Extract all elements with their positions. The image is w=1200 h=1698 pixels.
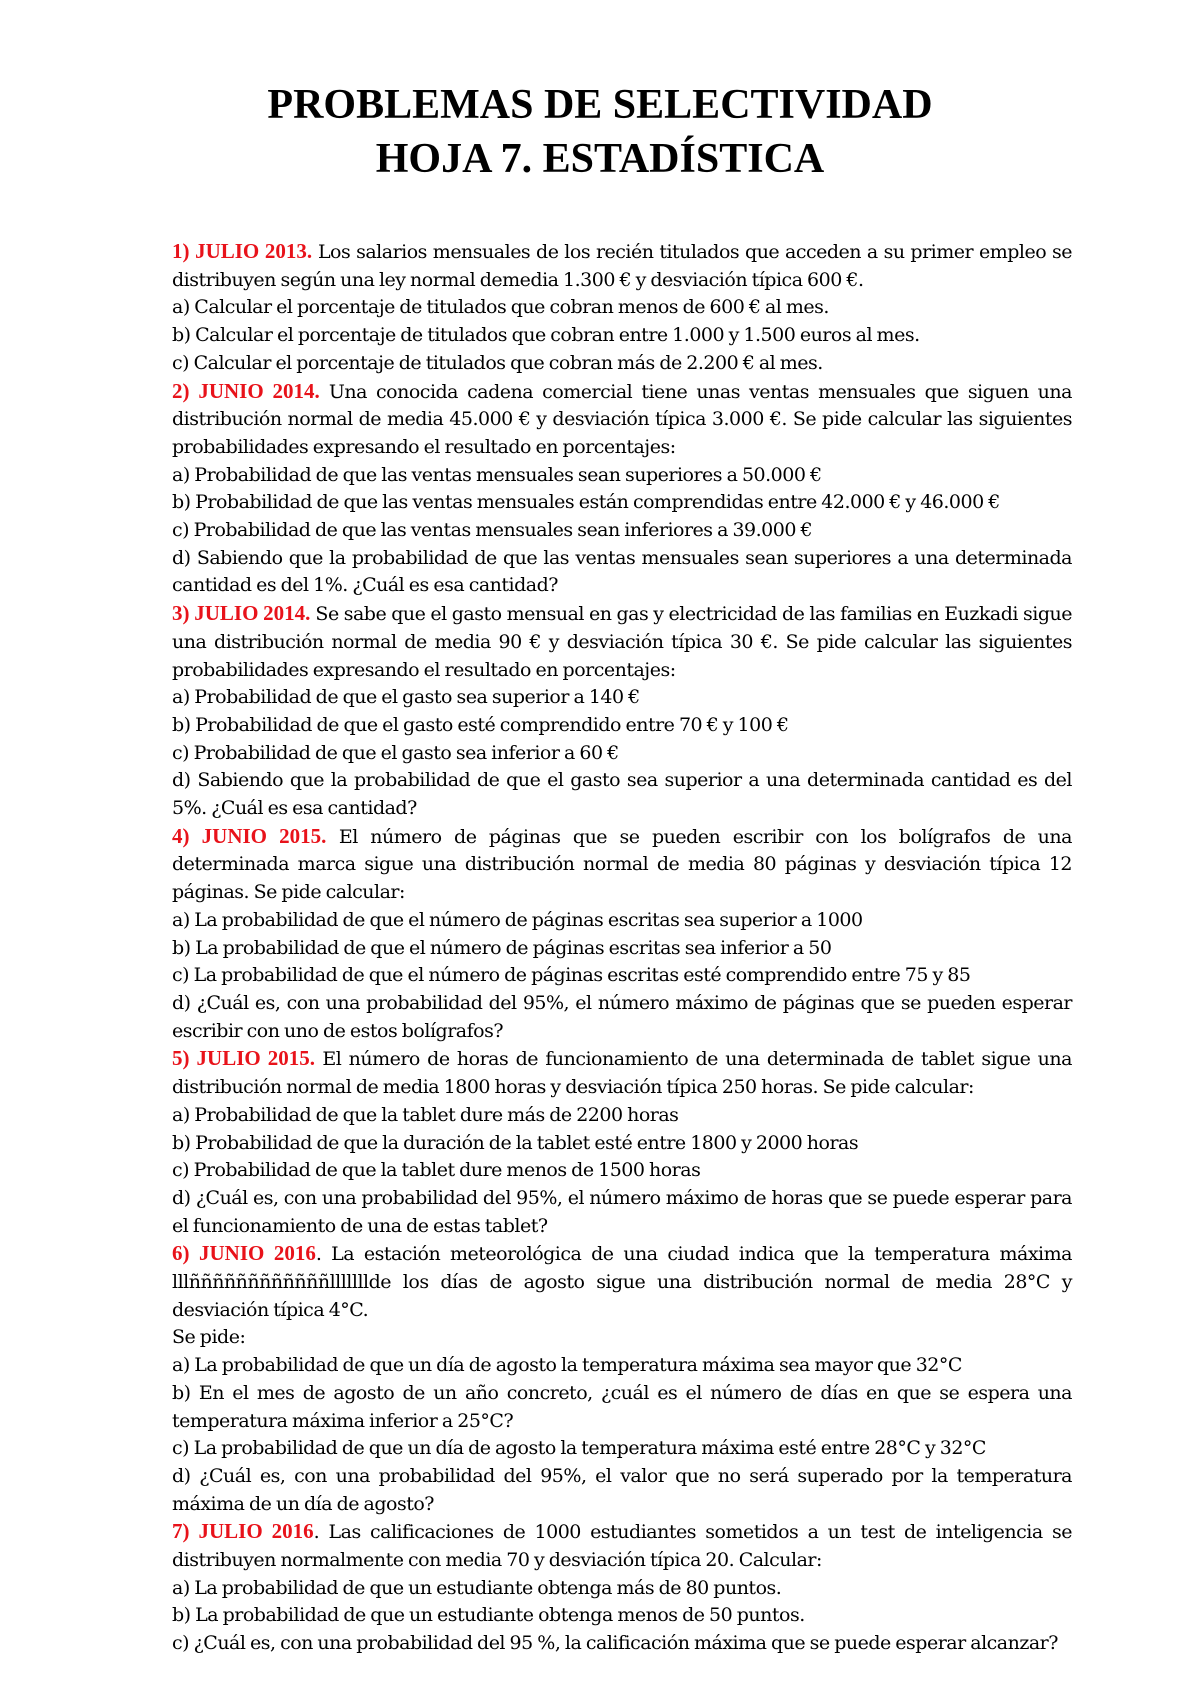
title-line-1: PROBLEMAS DE SELECTIVIDAD — [267, 82, 933, 128]
problem-item: c) Calcular el porcentaje de titulados que cobran más de 2.200 € al mes. — [172, 351, 823, 374]
problem-item: c) La probabilidad de que un día de agosto la temperatura máxima esté entre 28°C y 32°C — [172, 1437, 986, 1460]
problem-label: 6) JUNIO 2016 — [172, 1241, 316, 1266]
problem-item: c) ¿Cuál es, con una probabilidad del 95 %, la calificación máxima que se puede esperar alcanzar? — [172, 1632, 1058, 1655]
problem-statement — [172, 1045, 1072, 1101]
problem-item: b) Probabilidad de que el gasto esté comprendido entre 70 € y 100 € — [172, 713, 789, 736]
problem-item: d) ¿Cuál es, con una probabilidad del 95%, el número máximo de horas que se puede esperar para el funcionamiento de una de estas tablet? — [172, 1186, 1072, 1237]
problem-statement — [172, 238, 1072, 294]
problem-label: 7) JULIO 2016 — [172, 1519, 314, 1544]
problem-item: c) La probabilidad de que el número de páginas escritas esté comprendido entre 75 y 85 — [172, 964, 971, 987]
problem-intro-text: El número de horas de funcionamiento de una determinada de tablet sigue una distribución normal de media 1800 horas y desviación típica 250 horas. Se pide calcular: — [172, 1048, 1072, 1099]
problem-statement — [172, 600, 1072, 684]
problem-item: c) Probabilidad de que las ventas mensuales sean inferiores a 39.000 € — [172, 519, 813, 542]
problem-item: a) La probabilidad de que un día de agosto la temperatura máxima sea mayor que 32°C — [172, 1354, 962, 1377]
problem-6 — [172, 1240, 1072, 1518]
problem-item: d) Sabiendo que la probabilidad de que las ventas mensuales sean superiores a una determinada cantidad es del 1%. ¿Cuál es esa cantidad? — [172, 546, 1072, 597]
problem-item: a) La probabilidad de que el número de páginas escritas sea superior a 1000 — [172, 908, 863, 931]
problem-5 — [172, 1045, 1072, 1240]
problem-item: b) Probabilidad de que las ventas mensuales están comprendidas entre 42.000 € y 46.000 € — [172, 491, 1000, 514]
problem-item: a) Probabilidad de que las ventas mensuales sean superiores a 50.000 € — [172, 463, 822, 486]
problem-3 — [172, 600, 1072, 823]
problem-label: 4) JUNIO 2015. — [172, 823, 327, 848]
problem-item: a) Probabilidad de que el gasto sea superior a 140 € — [172, 686, 640, 709]
problem-item: d) Sabiendo que la probabilidad de que el gasto sea superior a una determinada cantidad es del 5%. ¿Cuál es esa cantidad? — [172, 769, 1072, 820]
problem-statement — [172, 378, 1072, 462]
problem-item: d) ¿Cuál es, con una probabilidad del 95%, el número máximo de páginas que se pueden esperar escribir con uno de estos bolígrafos? — [172, 991, 1072, 1042]
problem-item: Se pide: — [172, 1326, 246, 1349]
problem-item: a) La probabilidad de que un estudiante obtenga más de 80 puntos. — [172, 1576, 782, 1599]
problem-item: b) La probabilidad de que el número de páginas escritas sea inferior a 50 — [172, 936, 832, 959]
problem-1 — [172, 238, 1072, 378]
problem-label: 2) JUNIO 2014. — [172, 378, 320, 403]
problem-label: 3) JULIO 2014. — [172, 601, 311, 626]
problem-statement — [172, 1240, 1072, 1324]
title-line-2: HOJA 7. ESTADÍSTICA — [375, 136, 825, 182]
problem-list — [172, 238, 1072, 1658]
problem-statement — [172, 1518, 1072, 1574]
problem-item: b) La probabilidad de que un estudiante obtenga menos de 50 puntos. — [172, 1604, 805, 1627]
problem-item: a) Calcular el porcentaje de titulados que cobran menos de 600 € al mes. — [172, 296, 829, 319]
problem-label: 5) JULIO 2015. — [172, 1046, 315, 1071]
problem-intro-text: . Las calificaciones de 1000 estudiantes sometidos a un test de inteligencia se distribuyen normalmente con media 70 y desviación típica 20. Calcular: — [172, 1521, 1072, 1572]
problem-label: 1) JULIO 2013. — [172, 239, 313, 263]
problem-item: b) En el mes de agosto de un año concreto, ¿cuál es el número de días en que se espera una temperatura máxima inferior a 25°C? — [172, 1381, 1072, 1432]
problem-statement — [172, 823, 1072, 907]
problem-item: b) Probabilidad de que la duración de la tablet esté entre 1800 y 2000 horas — [172, 1131, 859, 1154]
problem-item: c) Probabilidad de que la tablet dure menos de 1500 horas — [172, 1159, 701, 1182]
page-title — [0, 78, 1200, 186]
problem-item: d) ¿Cuál es, con una probabilidad del 95%, el valor que no será superado por la temperatura máxima de un día de agosto? — [172, 1464, 1072, 1515]
problem-7 — [172, 1518, 1072, 1658]
problem-intro-text: Una conocida cadena comercial tiene unas ventas mensuales que siguen una distribución normal de media 45.000 € y desviación típica 3.000 €. Se pide calcular las siguientes probabilidades expresando el resultado en porcentajes: — [172, 380, 1072, 458]
problem-item: b) Calcular el porcentaje de titulados que cobran entre 1.000 y 1.500 euros al mes. — [172, 324, 920, 347]
problem-2 — [172, 378, 1072, 601]
problem-intro-text: Los salarios mensuales de los recién titulados que acceden a su primer empleo se distribuyen según una ley normal demedia 1.300 € y desviación típica 600 €. — [172, 241, 1072, 291]
problem-4 — [172, 823, 1072, 1046]
problem-intro-text: . La estación meteorológica de una ciudad indica que la temperatura máxima lllññññññññññññlllllllde los días de agosto sigue una distribución normal de media 28°C y desviación típica 4°C. — [172, 1243, 1072, 1321]
problem-item: a) Probabilidad de que la tablet dure más de 2200 horas — [172, 1103, 679, 1126]
problem-item: c) Probabilidad de que el gasto sea inferior a 60 € — [172, 741, 619, 764]
problem-intro-text: Se sabe que el gasto mensual en gas y electricidad de las familias en Euzkadi sigue una distribución normal de media 90 € y desviación típica 30 €. Se pide calcular las siguientes probabilidades expresando el resultado en porcentajes: — [172, 603, 1072, 681]
problem-intro-text: El número de páginas que se pueden escribir con los bolígrafos de una determinada marca sigue una distribución normal de media 80 páginas y desviación típica 12 páginas. Se pide calcular: — [172, 825, 1072, 904]
